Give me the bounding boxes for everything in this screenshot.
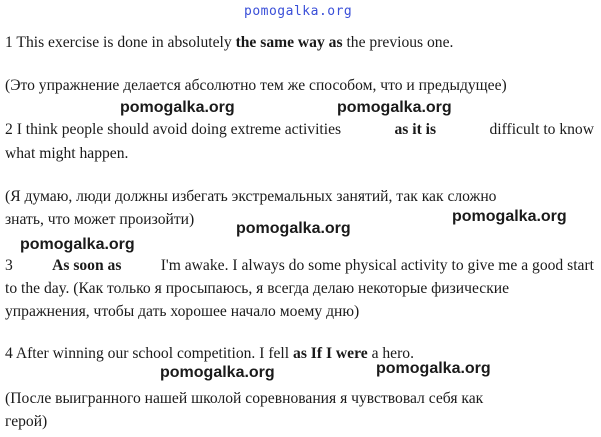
item3-sentence-line3: упражнения, чтобы дать хорошее начало моему дню) — [5, 303, 360, 320]
watermark-top: pomogalka.org — [244, 4, 353, 19]
watermark: pomogalka.org — [376, 360, 491, 377]
watermark: pomogalka.org — [20, 236, 135, 253]
watermark: pomogalka.org — [160, 364, 275, 381]
item4-text: 4 After winning our school competition. I fell — [5, 345, 290, 362]
item2-translation-text: (Я думаю, люди должны избегать экстремальных занятий, так как сложно — [5, 188, 497, 205]
item4-translation-text: (После выигранного нашей школой соревнования я чувствовал себя как — [5, 390, 484, 407]
watermark: pomogalka.org — [120, 99, 235, 116]
watermark: pomogalka.org — [236, 220, 351, 237]
item2-sentence-line2: what might happen. — [5, 145, 129, 162]
item3-sentence-line1 — [5, 257, 594, 275]
watermark: pomogalka.org — [452, 208, 567, 225]
item3-text: I'm awake. I always do some physical activity to give me a good start — [160, 257, 594, 274]
item1-keyphrase: the same way as — [235, 34, 343, 51]
item1-text: This exercise is done in absolutely — [16, 34, 232, 51]
item2-text: 2 I think people should avoid doing extreme activities — [5, 121, 342, 138]
item4-text-end: a hero. — [371, 345, 414, 362]
item4-keyphrase: as If I were — [293, 345, 368, 362]
watermark: pomogalka.org — [337, 99, 452, 116]
item3-number: 3 — [5, 257, 13, 274]
item2-translation-line1 — [5, 188, 594, 206]
item1-text-end: the previous one. — [346, 34, 454, 51]
item1-translation: (Это упражнение делается абсолютно тем же способом, что и предыдущее) — [5, 77, 507, 94]
item2-sentence-line1 — [5, 121, 594, 139]
item1-number: 1 — [5, 34, 13, 51]
item2-translation-line2: знать, что может произойти) — [5, 211, 195, 228]
item3-sentence-line2 — [5, 280, 594, 298]
item4-translation-line2: герой) — [5, 413, 48, 430]
item1-sentence — [5, 34, 453, 52]
item4-sentence — [5, 345, 414, 363]
item4-translation-line1 — [5, 390, 594, 408]
item3-text-line2: to the day. (Как только я просыпаюсь, я всегда делаю некоторые физические — [5, 280, 510, 297]
item2-keyphrase: as it is — [394, 121, 437, 138]
item3-keyphrase: As soon as — [52, 257, 122, 274]
item2-text-end: difficult to know — [489, 121, 594, 138]
